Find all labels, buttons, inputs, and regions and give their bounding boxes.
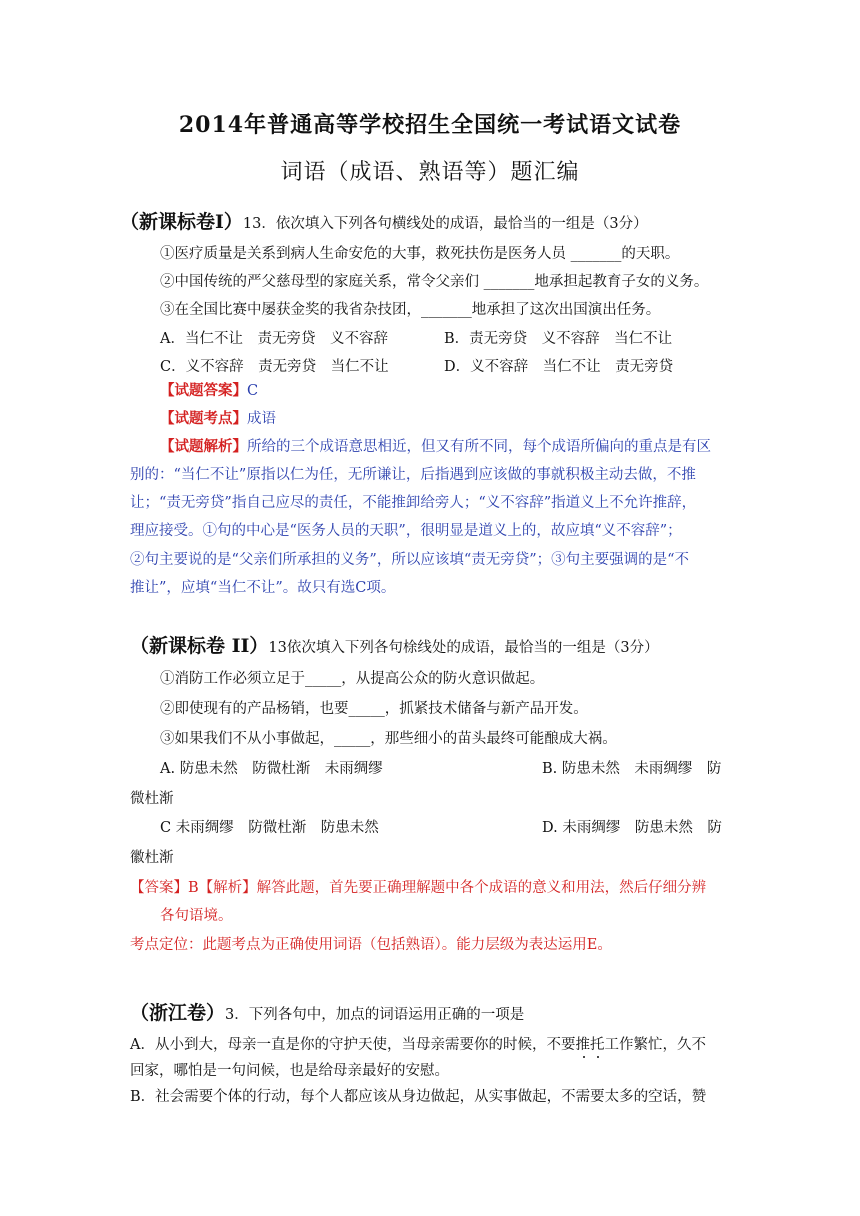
s2-option-b-cont: 微杜渐	[130, 791, 174, 807]
document-title: 2014年普通高等学校招生全国统一考试语文试卷	[178, 112, 682, 138]
s3-option-a-line-2: 回家，哪怕是一句问候，也是给母亲最好的安慰。	[130, 1063, 449, 1079]
s1-option-a: A．当仁不让 责无旁贷 义不容辞	[160, 331, 388, 347]
s1-analysis-line-2: 别的：“当仁不让”原指以仁为任，无所谦让，后指遇到应该做的事就积极主动去做，不推	[130, 467, 696, 483]
s2-option-c: C 未雨绸缪 防微杜渐 防患未然	[160, 820, 379, 836]
section-2-heading	[130, 631, 659, 658]
s1-analysis-line-6: 推让”，应填“当仁不让”。故只有选C项。	[130, 580, 396, 596]
document-subtitle: 词语（成语、熟语等）题汇编	[280, 160, 580, 185]
s2-option-d: D. 未雨绸缪 防患未然 防	[542, 820, 722, 836]
s2-option-d-cont: 徽杜渐	[130, 850, 174, 866]
s2-option-a: A. 防患未然 防微杜渐 未雨绸缪	[160, 761, 383, 777]
section-1-question: 13．依次填入下列各句横线处的成语，最恰当的一组是（3分）	[242, 216, 648, 232]
s1-option-c: C．义不容辞 责无旁贷 当仁不让	[160, 359, 389, 375]
s1-answer-value: C	[247, 383, 259, 399]
s1-answer	[160, 381, 258, 401]
s3-a-dotted-1: 推	[575, 1037, 590, 1053]
section-3-label: （浙江卷）	[130, 1002, 226, 1024]
s3-option-b-line-1: B．社会需要个体的行动，每个人都应该从身边做起，从实事做起，不需要太多的空话，赞	[130, 1089, 707, 1105]
s1-item-2: ②中国传统的严父慈母型的家庭关系，常令父亲们 _______地承担起教育子女的义务。	[160, 274, 709, 290]
s2-item-2: ②即使现有的产品杨销，也要_____，抓紧技术储备与新产品开发。	[160, 701, 588, 717]
section-1-heading	[120, 207, 648, 234]
s1-point	[160, 409, 276, 429]
s1-point-value: 成语	[247, 411, 276, 427]
s3-option-a-line-1	[130, 1035, 706, 1055]
s1-option-d: D．义不容辞 当仁不让 责无旁贷	[444, 359, 674, 375]
s1-analysis-text-1: 所给的三个成语意思相近，但又有所不同，每个成语所偏向的重点是有区	[247, 439, 711, 455]
section-3-question: 3．下列各句中，加点的词语运用正确的一项是	[225, 1007, 525, 1023]
s1-item-3: ③在全国比赛中屡获金奖的我省杂技团，_______地承担了这次出国演出任务。	[160, 302, 661, 318]
s2-item-1: ①消防工作必须立足于_____，从提高公众的防火意识做起。	[160, 671, 545, 687]
s3-a-text-post: 工作繁忙，久不	[604, 1037, 706, 1053]
s2-kaodian: 考点定位：此题考点为正确使用词语（包括熟语）。能力层级为表达运用E。	[130, 937, 612, 953]
s1-analysis-line-5: ②句主要说的是“父亲们所承担的义务”，所以应该填“责无旁贷”；③句主要强调的是“不	[130, 552, 690, 568]
s2-answer-line-1: 【答案】B【解析】解答此题，首先要正确理解题中各个成语的意义和用法，然后仔细分辨	[130, 880, 707, 896]
section-2-label: （新课标卷 II）	[130, 635, 269, 657]
s1-option-b: B．责无旁贷 义不容辞 当仁不让	[444, 331, 673, 347]
s3-a-text-pre: A．从小到大，母亲一直是你的守护天使，当母亲需要你的时候，不要	[130, 1037, 576, 1053]
s1-analysis-line-3: 让；“责无旁贷”指自己应尽的责任，不能推卸给旁人；“义不容辞”指道义上不允许推辞，	[130, 495, 697, 511]
s3-a-dotted-2: 托	[589, 1037, 605, 1053]
section-1-label: （新课标卷Ⅰ）	[120, 211, 243, 233]
section-2-question: 13依次填入下列各句梌线处的成语，最恰当的一组是（3分）	[268, 640, 659, 656]
s1-analysis-line-1	[160, 437, 711, 457]
s1-point-tag: 【试题考点】	[160, 410, 247, 427]
s1-item-1: ①医疗质量是关系到病人生命安危的大事，救死扶伤是医务人员 _______的天职。	[160, 246, 680, 262]
s1-answer-tag: 【试题答案】	[160, 382, 247, 399]
s2-answer-line-2: 各句语境。	[160, 908, 233, 924]
s2-item-3: ③如果我们不从小事做起，_____，那些细小的苗头最终可能酿成大祸。	[160, 731, 617, 747]
section-3-heading	[130, 998, 524, 1025]
s2-option-b: B. 防患未然 未雨绸缪 防	[542, 761, 722, 777]
s1-analysis-tag: 【试题解析】	[160, 438, 247, 455]
s1-analysis-line-4: 理应接受。①句的中心是“医务人员的天职”，很明显是道义上的，故应填“义不容辞”；	[130, 523, 682, 539]
